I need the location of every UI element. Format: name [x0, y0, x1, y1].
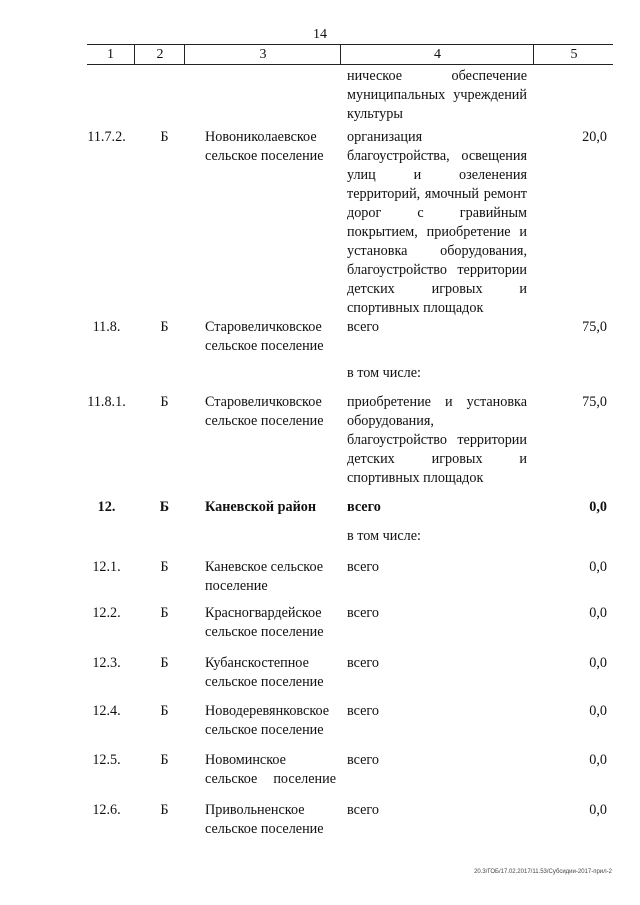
row-name: Новоминское сельское поселение: [205, 752, 336, 787]
row-purpose: всего: [347, 752, 379, 768]
row-purpose: всего: [347, 802, 379, 818]
row-number: 12.: [97, 499, 116, 515]
row-type: Б: [160, 559, 169, 575]
row-number: 12.5.: [92, 752, 121, 768]
row-type: Б: [160, 319, 169, 335]
row-value: 0,0: [589, 703, 607, 719]
row-value: 20,0: [582, 129, 607, 145]
row-number: 12.3.: [92, 655, 121, 671]
row-name: Старовеличковское сельское поселение: [205, 319, 324, 354]
row-name: Новодеревянковское сельское поселение: [205, 703, 330, 738]
row-type: Б: [160, 605, 169, 621]
header-col-3: 3: [184, 45, 341, 64]
page-number: 14: [313, 27, 327, 42]
row-type: Б: [160, 394, 169, 410]
row-value: 0,0: [589, 605, 607, 621]
continued-purpose: ническое обеспечение муниципальных учреждений культуры: [347, 68, 527, 122]
header-col-5: 5: [533, 45, 614, 64]
row-name: Старовеличковское сельское поселение: [205, 394, 324, 429]
row-number: 11.8.1.: [87, 394, 126, 410]
row-purpose: всего: [347, 605, 379, 621]
row-name: Каневское сельское поселение: [205, 559, 324, 594]
row-value: 0,0: [589, 752, 607, 768]
row-name: Новониколаевское сельское поселение: [205, 129, 324, 164]
row-value: 75,0: [582, 319, 607, 335]
row-value: 75,0: [582, 394, 607, 410]
row-number: 12.6.: [92, 802, 121, 818]
row-value: 0,0: [589, 655, 607, 671]
row-value: 0,0: [589, 802, 607, 818]
row-purpose: организация благоустройства, освещения улиц и озеленения территорий, ямочный ремонт дорог с гравийным покрытием, приобретение и установка оборудования, благоустройство территории детских игровых и спортивных площадок: [347, 129, 527, 316]
row-type: Б: [160, 802, 169, 818]
row-number: 12.4.: [92, 703, 121, 719]
header-col-1: 1: [107, 47, 114, 62]
row-purpose: всего: [347, 703, 379, 719]
row-purpose: всего: [347, 319, 379, 335]
row-type: Б: [160, 129, 169, 145]
row-name: Красногвардейское сельское поселение: [205, 605, 324, 640]
table-header: [87, 44, 613, 65]
document-code: 20.3/ГОБ/17.02.2017/11.53/Субсидии-2017-прил-2: [474, 869, 612, 875]
row-value: 0,0: [589, 559, 607, 575]
in-total-label: в том числе:: [347, 365, 421, 381]
row-type: Б: [160, 703, 169, 719]
row-number: 12.1.: [92, 559, 121, 575]
row-purpose: всего: [347, 499, 381, 515]
row-type: Б: [160, 655, 169, 671]
header-col-2: 2: [134, 45, 185, 64]
in-total-label: в том числе:: [347, 528, 421, 544]
row-value: 0,0: [589, 499, 607, 515]
row-number: 11.7.2.: [87, 129, 126, 145]
row-number: 12.2.: [92, 605, 121, 621]
header-col-4: 4: [340, 45, 534, 64]
row-number: 11.8.: [92, 319, 121, 335]
row-purpose: всего: [347, 655, 379, 671]
row-name: Кубанскостепное сельское поселение: [205, 655, 324, 690]
row-purpose: приобретение и установка оборудования, благоустройство территории детских игровых и спортивных площадок: [347, 394, 527, 486]
row-type: Б: [159, 499, 170, 515]
row-type: Б: [160, 752, 169, 768]
row-name: Привольненское сельское поселение: [205, 802, 324, 837]
row-purpose: всего: [347, 559, 379, 575]
row-name: Каневской район: [205, 499, 317, 515]
